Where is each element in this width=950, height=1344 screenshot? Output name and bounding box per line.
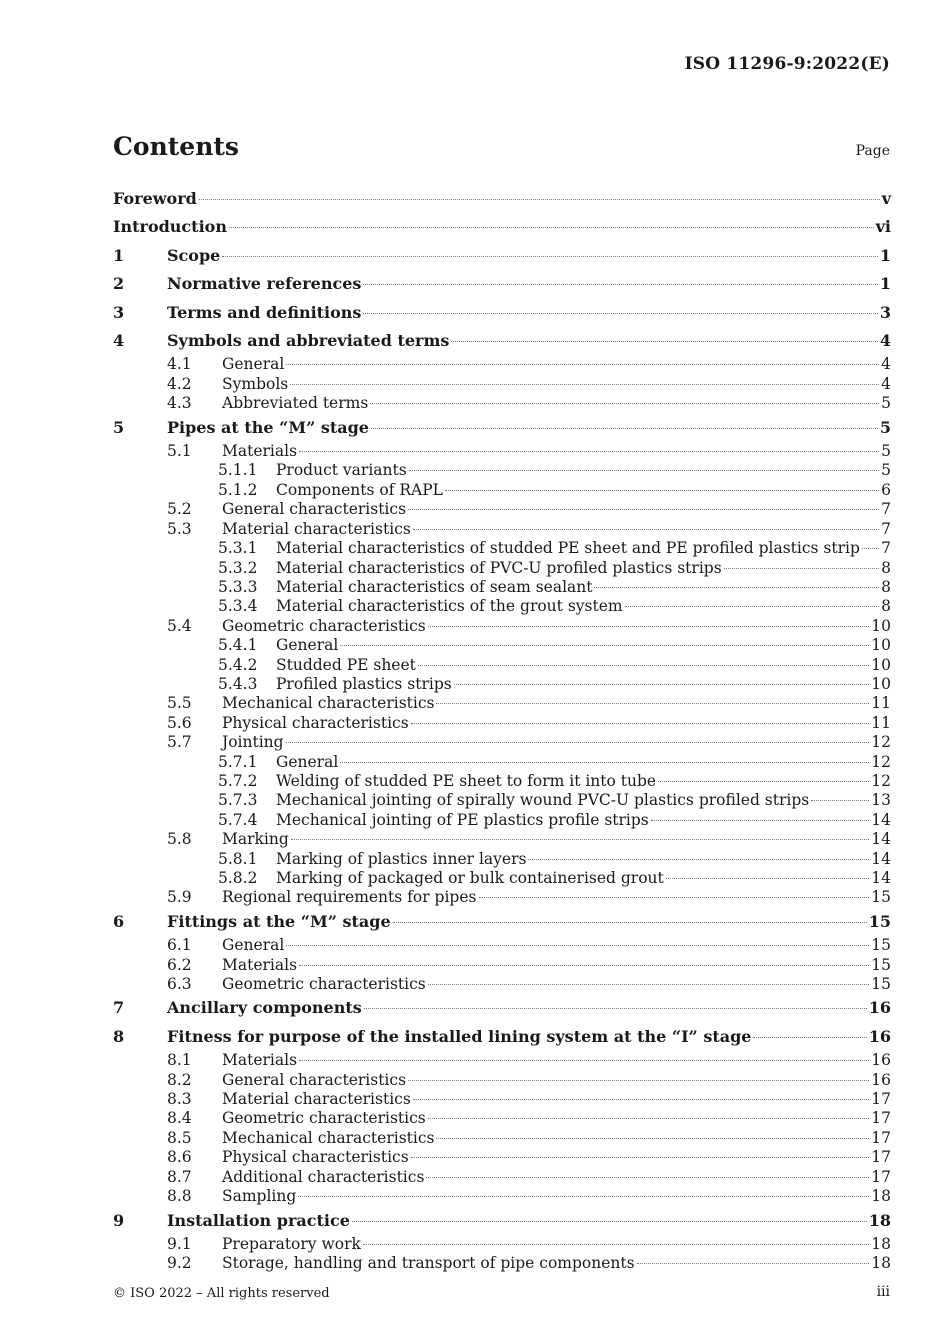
toc-leader-dots	[363, 313, 877, 314]
toc-entry-number: 4.3	[167, 394, 192, 413]
toc-leader-dots	[222, 256, 878, 257]
page-column-label: Page	[855, 143, 890, 159]
toc-entry-page: 17	[871, 1128, 891, 1147]
table-of-contents	[113, 185, 891, 1274]
toc-entry-page: 12	[871, 752, 891, 771]
toc-leader-dots	[666, 878, 870, 879]
toc-entry-page: 5	[879, 417, 891, 437]
toc-leader-dots	[371, 428, 878, 429]
toc-entry-page: 17	[871, 1109, 891, 1128]
page-title: Contents	[113, 132, 240, 161]
toc-leader-dots	[428, 1118, 870, 1119]
toc-entry-page: 8	[881, 577, 891, 596]
toc-leader-dots	[811, 800, 869, 801]
toc-leader-dots	[363, 1244, 869, 1245]
toc-entry-number: 5.8.1	[218, 849, 258, 868]
toc-entry[interactable]	[113, 213, 891, 241]
toc-entry[interactable]	[113, 500, 891, 519]
toc-entry-page: 14	[871, 849, 891, 868]
toc-entry-title: Mechanical characteristics	[222, 1128, 435, 1147]
toc-entry-page: 10	[871, 636, 891, 655]
toc-entry-number: 4.1	[167, 355, 192, 374]
toc-entry-number: 6.1	[167, 936, 192, 955]
toc-entry[interactable]	[113, 1168, 891, 1187]
toc-entry-page: 14	[871, 869, 891, 887]
toc-entry-page: 15	[871, 888, 891, 907]
toc-entry-title: General characteristics	[222, 500, 407, 519]
toc-entry-page: 15	[871, 936, 891, 955]
toc-leader-dots	[426, 1177, 869, 1178]
toc-entry[interactable]	[113, 994, 891, 1022]
toc-entry-title: Symbols and abbreviated terms	[167, 331, 450, 351]
toc-entry-title: Installation practice	[167, 1210, 350, 1230]
toc-leader-dots	[352, 1221, 867, 1222]
toc-entry-page: 15	[868, 911, 891, 931]
toc-entry-title: Fittings at the “M” stage	[167, 911, 391, 931]
toc-leader-dots	[409, 470, 879, 471]
toc-entry-page: 18	[871, 1187, 891, 1206]
toc-entry-title: General characteristics	[222, 1070, 407, 1089]
toc-leader-dots	[418, 665, 869, 666]
toc-entry-number: 9.1	[167, 1234, 192, 1253]
toc-entry-title: Materials	[222, 955, 298, 974]
toc-entry-page: 1	[879, 274, 891, 294]
toc-entry-page: vi	[875, 217, 891, 237]
toc-leader-dots	[428, 626, 870, 627]
toc-entry-number: 8.2	[167, 1070, 192, 1089]
toc-entry-number: 8.8	[167, 1187, 192, 1206]
toc-entry[interactable]	[113, 636, 891, 655]
toc-entry-page: 14	[871, 810, 891, 829]
toc-entry[interactable]	[113, 791, 891, 810]
toc-entry[interactable]	[113, 559, 891, 578]
toc-entry-number: 4	[113, 331, 125, 351]
toc-leader-dots	[340, 645, 869, 646]
toc-entry-number: 5.4.1	[218, 636, 258, 655]
toc-entry-number: 5.9	[167, 888, 192, 907]
toc-leader-dots	[594, 587, 879, 588]
toc-entry-number: 5.3.2	[218, 558, 258, 577]
toc-leader-dots	[528, 859, 869, 860]
toc-entry-title: Pipes at the “M” stage	[167, 417, 369, 437]
toc-entry-title: Physical characteristics	[222, 1148, 409, 1167]
toc-entry-number: 6	[113, 911, 125, 931]
toc-entry[interactable]	[113, 394, 891, 413]
toc-entry-number: 5.1.2	[218, 480, 258, 499]
toc-entry[interactable]	[113, 1071, 891, 1090]
toc-leader-dots	[340, 762, 869, 763]
toc-entry-page: 1	[879, 245, 891, 265]
toc-leader-dots	[637, 1263, 870, 1264]
toc-entry-page: 5	[881, 394, 891, 413]
toc-entry-page: 18	[871, 1254, 891, 1273]
toc-leader-dots	[370, 403, 879, 404]
toc-entry[interactable]	[113, 753, 891, 772]
toc-entry-page: 8	[881, 597, 891, 616]
toc-entry-page: 12	[871, 733, 891, 752]
toc-entry-number: 5.4	[167, 616, 192, 635]
toc-entry-page: 8	[881, 558, 891, 577]
toc-entry[interactable]	[113, 675, 891, 694]
toc-entry[interactable]	[113, 888, 891, 907]
toc-entry[interactable]	[113, 520, 891, 539]
toc-entry-number: 5	[113, 417, 125, 437]
toc-leader-dots	[298, 1196, 869, 1197]
toc-leader-dots	[428, 984, 870, 985]
toc-entry[interactable]	[113, 327, 891, 355]
toc-leader-dots	[753, 1037, 866, 1038]
toc-leader-dots	[393, 922, 867, 923]
toc-entry[interactable]	[113, 481, 891, 500]
toc-entry-number: 5.3	[167, 519, 192, 538]
toc-entry-number: 8.5	[167, 1128, 192, 1147]
toc-leader-dots	[363, 284, 877, 285]
toc-entry[interactable]	[113, 1109, 891, 1128]
toc-entry-number: 8.6	[167, 1148, 192, 1167]
toc-entry-number: 9.2	[167, 1254, 192, 1273]
toc-entry-title: Geometric characteristics	[222, 1109, 426, 1128]
toc-entry-number: 5.1.1	[218, 461, 258, 480]
toc-entry[interactable]	[113, 597, 891, 616]
toc-leader-dots	[411, 723, 870, 724]
toc-entry-title: Scope	[167, 245, 221, 265]
toc-entry-number: 3	[113, 302, 125, 322]
toc-entry-number: 6.3	[167, 975, 192, 994]
toc-entry[interactable]	[113, 714, 891, 733]
toc-entry[interactable]	[113, 299, 891, 327]
toc-entry-title: Ancillary components	[167, 998, 362, 1018]
toc-entry-title: Material characteristics	[222, 519, 411, 538]
toc-entry[interactable]	[113, 617, 891, 636]
toc-entry-title: Welding of studded PE sheet to form it into tube	[276, 771, 657, 790]
toc-entry-number: 8.3	[167, 1090, 192, 1109]
toc-entry[interactable]	[113, 908, 891, 936]
toc-entry-number: 5.2	[167, 500, 192, 519]
toc-entry-page: v	[881, 189, 891, 208]
toc-entry-page: 6	[881, 480, 891, 499]
toc-leader-dots	[454, 684, 870, 685]
toc-entry[interactable]	[113, 375, 891, 394]
toc-entry-title: General	[276, 636, 339, 655]
toc-entry-number: 5.3.1	[218, 539, 258, 558]
toc-entry-title: Normative references	[167, 274, 362, 294]
toc-entry-page: 15	[871, 955, 891, 974]
toc-entry-title: Introduction	[113, 217, 227, 237]
toc-entry-number: 2	[113, 274, 125, 294]
toc-entry-number: 5.7.3	[218, 791, 258, 810]
toc-entry-number: 5.3.3	[218, 577, 258, 596]
toc-entry-title: Regional requirements for pipes	[222, 888, 477, 907]
toc-leader-dots	[724, 568, 879, 569]
toc-entry-number: 5.8	[167, 830, 192, 849]
toc-entry-page: 3	[879, 302, 891, 322]
toc-entry-number: 8.7	[167, 1167, 192, 1186]
toc-entry-page: 4	[881, 374, 891, 393]
toc-entry[interactable]	[113, 733, 891, 752]
toc-entry-title: Profiled plastics strips	[276, 674, 452, 693]
toc-leader-dots	[286, 742, 870, 743]
toc-entry-number: 5.5	[167, 694, 192, 713]
toc-entry[interactable]	[113, 694, 891, 713]
toc-entry-title: Storage, handling and transport of pipe components	[222, 1254, 635, 1273]
toc-entry-title: Geometric characteristics	[222, 975, 426, 994]
toc-entry[interactable]	[113, 355, 891, 374]
toc-entry-number: 8.4	[167, 1109, 192, 1128]
toc-entry[interactable]	[113, 975, 891, 994]
toc-entry-title: General	[222, 355, 285, 374]
toc-entry-title: Symbols	[222, 374, 289, 393]
toc-leader-dots	[286, 945, 869, 946]
toc-entry-title: Marking of plastics inner layers	[276, 849, 527, 868]
toc-leader-dots	[408, 1080, 869, 1081]
toc-entry-page: 5	[881, 442, 891, 461]
toc-leader-dots	[413, 529, 879, 530]
toc-entry[interactable]	[113, 414, 891, 442]
toc-entry-page: 11	[871, 694, 891, 713]
toc-entry[interactable]	[113, 656, 891, 675]
toc-entry[interactable]	[113, 936, 891, 955]
toc-leader-dots	[286, 364, 879, 365]
toc-entry-number: 5.7.2	[218, 771, 258, 790]
toc-entry[interactable]	[113, 1129, 891, 1148]
toc-entry-page: 7	[881, 519, 891, 538]
toc-entry-number: 5.7.1	[218, 752, 258, 771]
toc-entry-title: Studded PE sheet	[276, 655, 416, 674]
toc-entry-number: 5.4.2	[218, 655, 258, 674]
toc-leader-dots	[413, 1099, 869, 1100]
toc-entry-title: Mechanical jointing of spirally wound PVC-U plastics profiled strips	[276, 791, 810, 810]
toc-entry-title: General	[222, 936, 285, 955]
toc-leader-dots	[651, 820, 870, 821]
toc-entry-title: Fitness for purpose of the installed lining system at the “I” stage	[167, 1026, 752, 1046]
toc-entry-number: 5.8.2	[218, 869, 258, 887]
toc-entry[interactable]	[113, 242, 891, 270]
toc-entry-page: 4	[879, 331, 891, 351]
toc-entry-title: Material characteristics of PVC-U profiled plastics strips	[276, 558, 722, 577]
toc-leader-dots	[451, 341, 877, 342]
toc-entry-number: 5.4.3	[218, 674, 258, 693]
toc-entry-title: Physical characteristics	[222, 713, 409, 732]
toc-entry-title: Preparatory work	[222, 1234, 361, 1253]
toc-entry-title: Sampling	[222, 1187, 297, 1206]
toc-entry-page: 16	[871, 1070, 891, 1089]
toc-entry-title: Geometric characteristics	[222, 616, 426, 635]
toc-entry[interactable]	[113, 442, 891, 461]
toc-entry-number: 7	[113, 998, 125, 1018]
toc-entry-title: Material characteristics of seam sealant	[276, 577, 593, 596]
toc-entry[interactable]	[113, 830, 891, 849]
toc-entry-page: 12	[871, 771, 891, 790]
toc-entry-title: Material characteristics	[222, 1090, 411, 1109]
footer-copyright: © ISO 2022 – All rights reserved	[113, 1286, 330, 1301]
toc-leader-dots	[299, 965, 869, 966]
toc-entry-page: 16	[868, 998, 891, 1018]
toc-entry[interactable]	[113, 1090, 891, 1109]
toc-entry-title: Materials	[222, 442, 298, 461]
toc-leader-dots	[445, 490, 879, 491]
toc-entry-number: 8.1	[167, 1051, 192, 1070]
toc-entry-title: Material characteristics of the grout system	[276, 597, 623, 616]
toc-entry-page: 4	[881, 355, 891, 374]
doc-id: ISO 11296-9:2022(E)	[684, 54, 890, 74]
toc-entry-number: 8	[113, 1026, 125, 1046]
toc-entry-title: Materials	[222, 1051, 298, 1070]
toc-leader-dots	[862, 548, 879, 549]
toc-entry-page: 17	[871, 1148, 891, 1167]
toc-entry-title: Mechanical characteristics	[222, 694, 435, 713]
toc-entry[interactable]	[113, 539, 891, 558]
toc-entry-page: 10	[871, 674, 891, 693]
toc-entry-page: 17	[871, 1167, 891, 1186]
toc-leader-dots	[658, 781, 869, 782]
toc-leader-dots	[436, 1138, 869, 1139]
footer-page-number: iii	[876, 1284, 890, 1300]
toc-entry-number: 4.2	[167, 374, 192, 393]
toc-entry[interactable]	[113, 1187, 891, 1206]
toc-entry-page: 18	[871, 1234, 891, 1253]
toc-entry-page: 10	[871, 655, 891, 674]
toc-entry-page: 7	[881, 500, 891, 519]
toc-entry-page: 14	[871, 830, 891, 849]
toc-entry[interactable]	[113, 850, 891, 869]
toc-leader-dots	[299, 1060, 869, 1061]
toc-leader-dots	[479, 897, 870, 898]
toc-entry-number: 5.1	[167, 442, 192, 461]
toc-entry-number: 1	[113, 245, 125, 265]
toc-entry[interactable]	[113, 270, 891, 298]
toc-entry[interactable]	[113, 185, 891, 213]
toc-entry-page: 13	[871, 791, 891, 810]
toc-entry-number: 9	[113, 1210, 125, 1230]
toc-entry[interactable]	[113, 1235, 891, 1254]
toc-entry-number: 6.2	[167, 955, 192, 974]
toc-entry-title: Components of RAPL	[276, 480, 443, 499]
toc-leader-dots	[229, 227, 874, 228]
toc-entry-title: Abbreviated terms	[222, 394, 369, 413]
toc-leader-dots	[411, 1157, 870, 1158]
toc-entry-page: 17	[871, 1090, 891, 1109]
toc-entry-page: 5	[881, 461, 891, 480]
toc-entry-title: Terms and definitions	[167, 302, 362, 322]
toc-entry[interactable]	[113, 956, 891, 975]
toc-entry-title: Product variants	[276, 461, 407, 480]
toc-leader-dots	[625, 606, 880, 607]
toc-entry-title: Marking	[222, 830, 289, 849]
toc-entry-page: 11	[871, 713, 891, 732]
toc-entry-page: 16	[868, 1026, 891, 1046]
toc-leader-dots	[364, 1008, 867, 1009]
toc-entry[interactable]	[113, 1148, 891, 1167]
toc-entry-title: Foreword	[113, 189, 197, 208]
toc-entry-page: 15	[871, 975, 891, 994]
toc-entry-title: Mechanical jointing of PE plastics profile strips	[276, 810, 649, 829]
toc-entry-number: 5.7.4	[218, 810, 258, 829]
toc-entry[interactable]	[113, 811, 891, 830]
toc-entry-number: 5.3.4	[218, 597, 258, 616]
toc-entry[interactable]	[113, 772, 891, 791]
toc-entry-page: 10	[871, 616, 891, 635]
toc-entry-number: 5.7	[167, 733, 192, 752]
toc-entry[interactable]	[113, 1023, 891, 1051]
toc-entry-title: Jointing	[222, 733, 284, 752]
toc-entry-title: Material characteristics of studded PE sheet and PE profiled plastics strip	[276, 539, 860, 558]
toc-entry-number: 5.6	[167, 713, 192, 732]
toc-leader-dots	[299, 451, 879, 452]
toc-entry-page: 18	[868, 1210, 891, 1230]
toc-entry-page: 16	[871, 1051, 891, 1070]
toc-entry[interactable]	[113, 869, 891, 888]
toc-leader-dots	[291, 839, 869, 840]
toc-entry-title: General	[276, 752, 339, 771]
toc-entry[interactable]	[113, 1254, 891, 1273]
toc-leader-dots	[436, 703, 869, 704]
toc-leader-dots	[290, 384, 879, 385]
toc-entry-title: Additional characteristics	[222, 1167, 425, 1186]
toc-entry[interactable]	[113, 578, 891, 597]
toc-entry-page: 7	[881, 539, 891, 558]
toc-leader-dots	[408, 509, 879, 510]
toc-entry[interactable]	[113, 1207, 891, 1235]
toc-entry[interactable]	[113, 1051, 891, 1070]
toc-leader-dots	[199, 199, 880, 200]
toc-entry-title: Marking of packaged or bulk containerised grout	[276, 869, 664, 887]
toc-entry[interactable]	[113, 461, 891, 480]
